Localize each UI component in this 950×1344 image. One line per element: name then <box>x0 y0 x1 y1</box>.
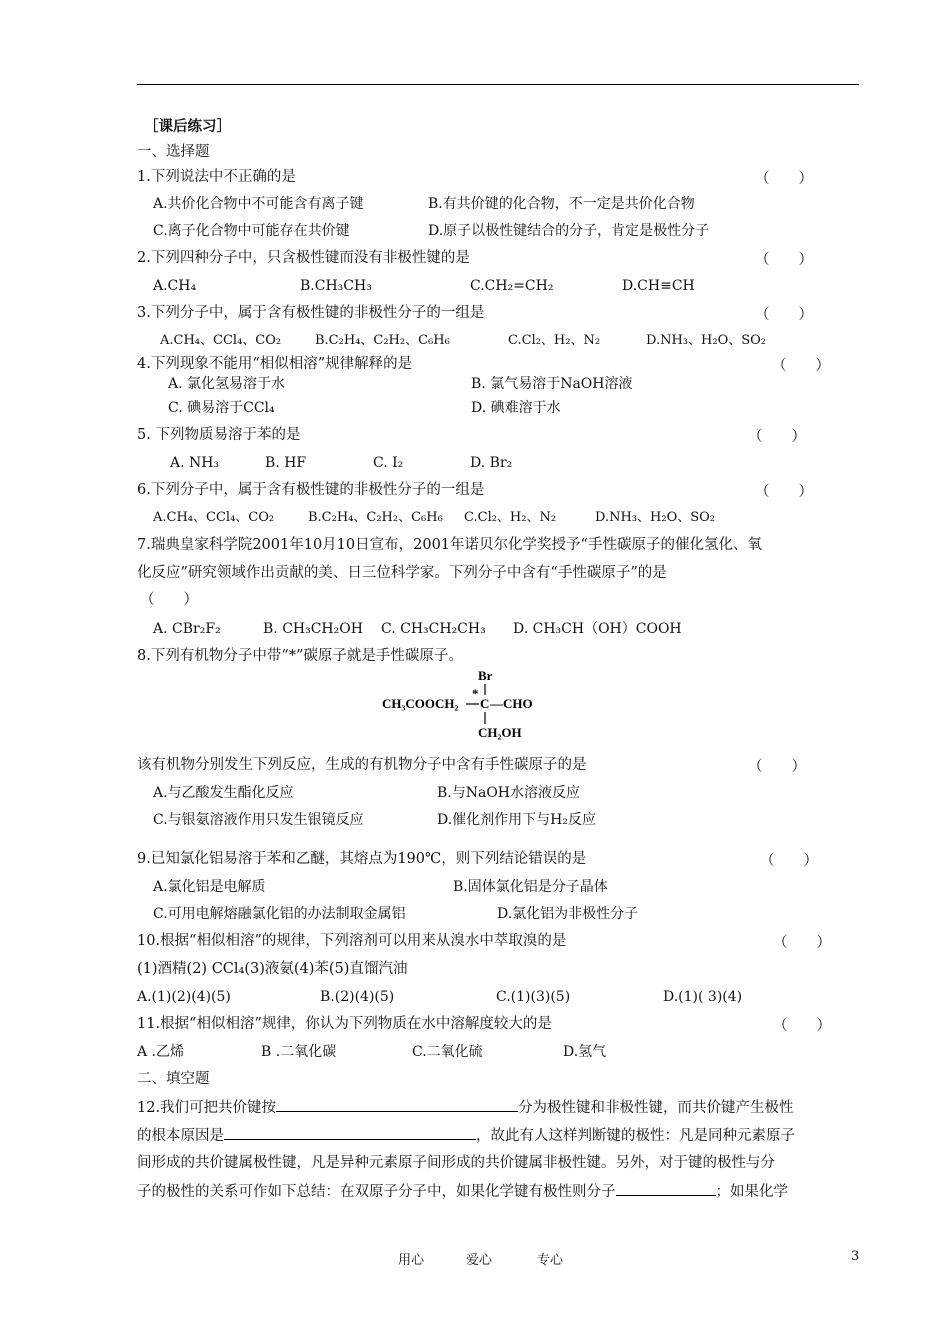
q11-option-c: C.二氧化硫 <box>412 1044 483 1060</box>
q8-stem: 8.下列有机物分子中带“*”碳原子就是手性碳原子。 <box>137 648 463 664</box>
q3-stem: 3.下列分子中，属于含有极性键的非极性分子的一组是 <box>137 305 485 321</box>
q11-option-d: D.氢气 <box>563 1044 607 1060</box>
q9-option-d: D.氯化铝为非极性分子 <box>497 906 639 922</box>
q9-stem: 9.已知氯化铝易溶于苯和乙醚，其熔点为190℃，则下列结论错误的是 <box>137 851 587 867</box>
q4-stem: 4.下列现象不能用“相似相溶”规律解释的是 <box>137 356 413 372</box>
q2-option-c: C.CH₂=CH₂ <box>470 278 554 294</box>
q2-answer-paren: （ ） <box>755 252 813 268</box>
q6-option-b: B.C₂H₄、C₂H₂、C₆H₆ <box>308 510 443 525</box>
q12-blank-1[interactable] <box>276 1097 518 1112</box>
q10-option-a: A.(1)(2)(4)(5) <box>137 989 231 1005</box>
q8-option-d: D.催化剂作用下与H₂反应 <box>437 812 596 828</box>
structure-ch2oh: CH₂OH <box>478 725 522 740</box>
q12-line1-end: 分为极性键和非极性键，而共价键产生极性 <box>518 1100 794 1116</box>
q11-answer-paren: （ ） <box>773 1018 831 1034</box>
q6-stem: 6.下列分子中，属于含有极性键的非极性分子的一组是 <box>137 482 485 498</box>
q7-line1: 7.瑞典皇家科学院2001年10月10日宣布，2001年诺贝尔化学奖授予“手性碳原子的催化氢化、氧 <box>137 537 762 553</box>
q1-option-c: C.离子化合物中可能存在共价键 <box>153 223 350 239</box>
q12-blank-3[interactable] <box>616 1181 716 1196</box>
q5-answer-paren: （ ） <box>748 429 806 445</box>
q12-line1 <box>137 1097 794 1118</box>
q12-line2-start: 的根本原因是 <box>137 1128 224 1144</box>
header-rule <box>137 84 859 85</box>
q2-stem: 2.下列四种分子中，只含极性键而没有非极性键的是 <box>137 250 470 266</box>
page-number: 3 <box>851 1249 860 1264</box>
q10-stem: 10.根据“相似相溶”的规律，下列溶剂可以用来从溴水中萃取溴的是 <box>137 933 567 949</box>
q3-option-d: D.NH₃、H₂O、SO₂ <box>646 333 766 348</box>
q4-answer-paren: （ ） <box>772 358 830 374</box>
q9-answer-paren: （ ） <box>760 853 818 869</box>
structure-right-group: —CHO <box>490 696 533 711</box>
q6-option-d: D.NH₃、H₂O、SO₂ <box>595 510 715 525</box>
q4-option-b: B. 氯气易溶于NaOH溶液 <box>471 376 633 392</box>
q3-option-a: A.CH₄、CCl₄、CO₂ <box>160 333 282 348</box>
q8-option-c: C.与银氨溶液作用只发生银镜反应 <box>153 812 364 828</box>
q12-line4-end: ；如果化学 <box>715 1184 788 1200</box>
q4-option-d: D. 碘难溶于水 <box>471 400 561 416</box>
q7-option-d: D. CH₃CH（OH）COOH <box>513 621 682 637</box>
q10-answer-paren: （ ） <box>773 935 831 951</box>
q5-option-a: A. NH₃ <box>170 455 220 471</box>
q8-structure-diagram <box>378 664 568 744</box>
q8-answer-paren: （ ） <box>748 759 806 775</box>
q10-items: (1)酒精(2) CCl₄(3)液氨(4)苯(5)直馏汽油 <box>137 961 408 977</box>
q4-option-c: C. 碘易溶于CCl₄ <box>168 400 275 416</box>
q6-option-c: C.Cl₂、H₂、N₂ <box>464 510 557 525</box>
part2-heading: 二、填空题 <box>137 1071 210 1087</box>
q6-answer-paren: （ ） <box>755 484 813 500</box>
q2-option-d: D.CH≡CH <box>622 278 695 294</box>
q7-line2: 化反应”研究领域作出贡献的美、日三位科学家。下列分子中含有“手性碳原子”的是 <box>137 565 667 581</box>
q2-option-a: A.CH₄ <box>153 278 197 294</box>
footer-word-3: 专心 <box>537 1253 564 1268</box>
q8-option-a: A.与乙酸发生酯化反应 <box>153 785 294 801</box>
q10-option-b: B.(2)(4)(5) <box>320 989 395 1005</box>
q7-option-b: B. CH₃CH₂OH <box>263 621 363 637</box>
q9-option-c: C.可用电解熔融氯化铝的办法制取金属铝 <box>153 906 406 922</box>
q11-option-b: B .二氧化碳 <box>261 1044 337 1060</box>
q6-option-a: A.CH₄、CCl₄、CO₂ <box>153 510 275 525</box>
q11-stem: 11.根据“相似相溶”规律，你认为下列物质在水中溶解度较大的是 <box>137 1016 552 1032</box>
q1-stem: 1.下列说法中不正确的是 <box>137 169 296 185</box>
q5-option-d: D. Br₂ <box>470 455 513 471</box>
q2-option-b: B.CH₃CH₃ <box>300 278 372 294</box>
footer-word-2: 爱心 <box>466 1253 493 1268</box>
q10-option-c: C.(1)(3)(5) <box>496 989 571 1005</box>
q7-answer-paren: （ ） <box>140 592 198 608</box>
q10-option-d: D.(1)( 3)(4) <box>663 989 743 1005</box>
q4-option-a: A. 氯化氢易溶于水 <box>168 376 286 392</box>
structure-br: Br <box>478 668 493 683</box>
q12-line2-end: ，故此有人这样判断键的极性：凡是同种元素原子 <box>476 1128 795 1144</box>
q8-after: 该有机物分别发生下列反应，生成的有机物分子中含有手性碳原子的是 <box>137 757 587 773</box>
q3-answer-paren: （ ） <box>755 307 813 323</box>
q12-line2 <box>137 1125 795 1146</box>
q8-option-b: B.与NaOH水溶液反应 <box>437 785 581 801</box>
q12-line1-start: 12.我们可把共价键按 <box>137 1100 277 1116</box>
q9-option-a: A.氯化铝是电解质 <box>153 879 266 895</box>
part1-heading: 一、选择题 <box>137 144 210 160</box>
q12-line3: 间形成的共价键属极性键，凡是异种元素原子间形成的共价键属非极性键。另外，对于键的极性与分 <box>137 1155 775 1171</box>
q1-option-a: A.共价化合物中不可能含有离子键 <box>153 196 364 212</box>
q9-option-b: B.固体氯化铝是分子晶体 <box>453 879 608 895</box>
q5-option-c: C. I₂ <box>373 455 404 471</box>
q7-option-a: A. CBr₂F₂ <box>153 621 221 637</box>
q11-option-a: A .乙烯 <box>137 1044 185 1060</box>
q1-answer-paren: （ ） <box>755 171 813 187</box>
structure-carbon: C <box>480 696 490 711</box>
structure-star: * <box>472 686 479 701</box>
q3-option-b: B.C₂H₄、C₂H₂、C₆H₆ <box>315 333 450 348</box>
q1-option-d: D.原子以极性键结合的分子，肯定是极性分子 <box>428 223 710 239</box>
q5-option-b: B. HF <box>265 455 307 471</box>
q12-line4 <box>137 1181 788 1202</box>
q1-option-b: B.有共价键的化合物，不一定是共价化合物 <box>428 196 695 212</box>
section-header: ［课后练习］ <box>144 118 231 135</box>
footer-word-1: 用心 <box>398 1253 425 1268</box>
q3-option-c: C.Cl₂、H₂、N₂ <box>508 333 601 348</box>
q7-option-c: C. CH₃CH₂CH₃ <box>381 621 486 637</box>
q5-stem: 5. 下列物质易溶于苯的是 <box>137 427 301 443</box>
q12-blank-2[interactable] <box>224 1125 476 1140</box>
structure-left-group: CH₃COOCH₂ <box>382 696 459 711</box>
q12-line4-start: 子的极性的关系可作如下总结：在双原子分子中，如果化学键有极性则分子 <box>137 1184 616 1200</box>
